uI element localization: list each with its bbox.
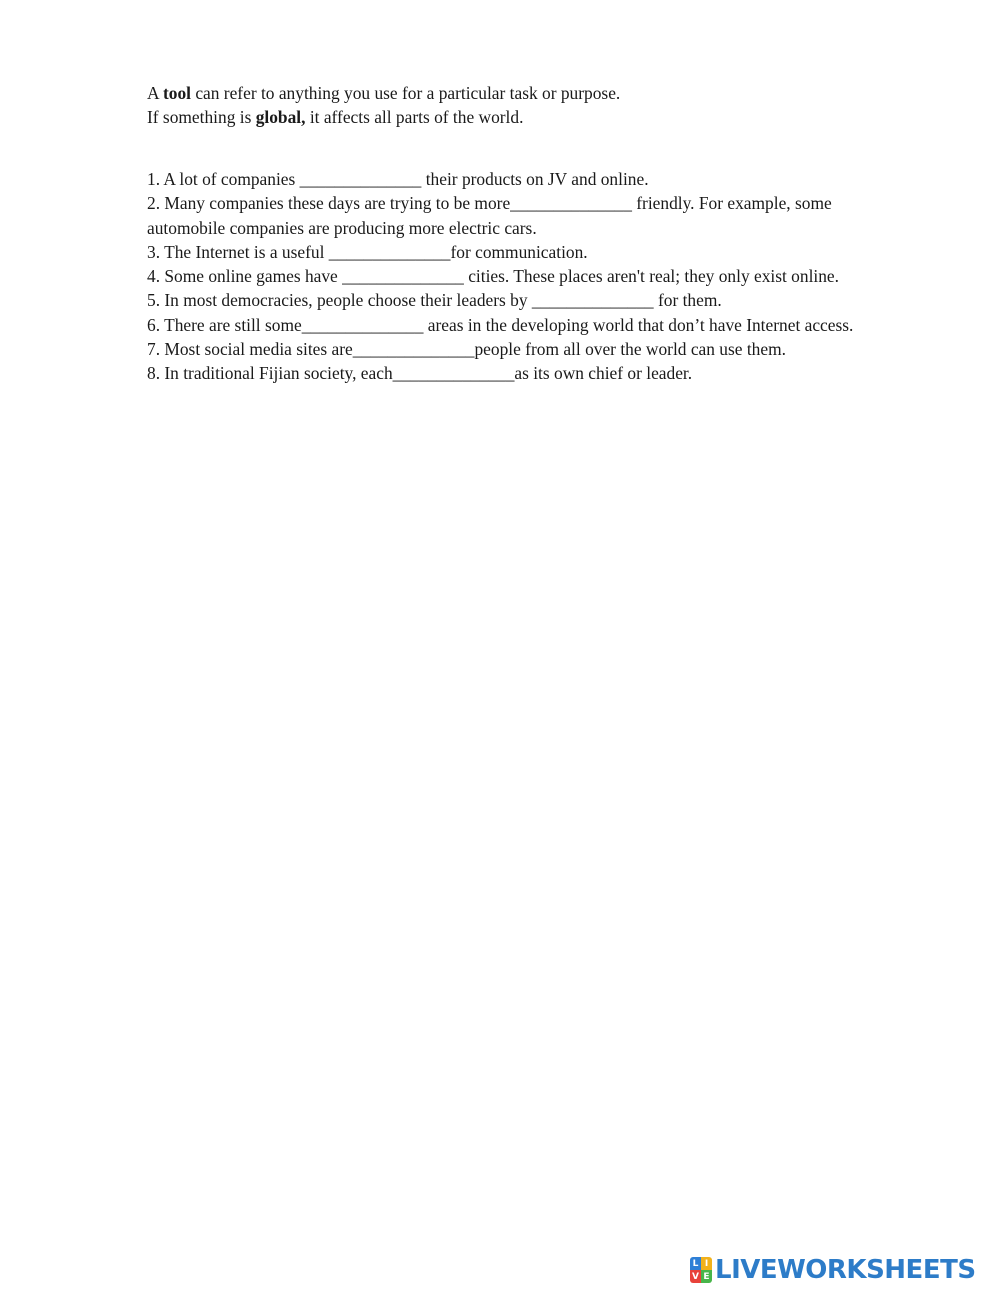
question-text: 7. Most social media sites are <box>147 339 353 360</box>
question-text: 3. The Internet is a useful <box>147 241 329 262</box>
logo-wordmark: LIVEWORKSHEETS <box>715 1255 976 1285</box>
answer-blank[interactable]: ______________ <box>299 169 422 189</box>
question-5 <box>147 288 892 312</box>
question-text: for them. <box>653 290 722 311</box>
question-text: cities. These places aren't real; they only exist online. <box>463 266 839 287</box>
definition-global <box>147 105 892 129</box>
question-3 <box>147 240 892 264</box>
definition-text: can refer to anything you use for a particular task or purpose. <box>190 83 621 103</box>
liveworksheets-logo[interactable] <box>690 1255 976 1285</box>
question-text: 8. In traditional Fijian society, each <box>147 363 393 384</box>
question-8 <box>147 361 892 385</box>
question-text: 4. Some online games have <box>147 266 343 287</box>
question-text: areas in the developing world that don’t have Internet access. <box>423 314 854 335</box>
answer-blank[interactable]: ______________ <box>352 339 475 360</box>
answer-blank[interactable]: ______________ <box>510 193 632 214</box>
logo-mark-letter: V <box>690 1270 701 1283</box>
definition-term: tool <box>162 83 191 103</box>
question-4 <box>147 264 892 288</box>
question-6 <box>147 313 892 337</box>
question-text: friendly. For example, some automobile companies are producing more electric cars. <box>147 193 832 238</box>
answer-blank[interactable]: ______________ <box>531 290 654 311</box>
definition-text: If something is <box>147 107 256 128</box>
question-text: 5. In most democracies, people choose their leaders by <box>147 290 532 311</box>
question-text: people from all over the world can use them. <box>474 339 786 360</box>
question-list <box>147 167 892 386</box>
definition-tool <box>147 81 892 105</box>
question-text: 6. There are still some <box>147 314 302 335</box>
question-text: 1. A lot of companies <box>147 169 300 189</box>
question-text: for communication. <box>450 241 588 262</box>
answer-blank[interactable]: ______________ <box>342 266 464 287</box>
definition-text: A <box>147 83 163 103</box>
question-text: 2. Many companies these days are trying to be more <box>147 193 511 214</box>
definition-text: it affects all parts of the world. <box>305 107 524 128</box>
answer-blank[interactable]: ______________ <box>301 314 424 335</box>
definition-term: global, <box>255 107 306 128</box>
answer-blank[interactable]: ______________ <box>328 241 451 262</box>
answer-blank[interactable]: ______________ <box>392 363 515 384</box>
question-7 <box>147 337 892 361</box>
logo-mark-letter: E <box>701 1270 712 1283</box>
question-text: their products on JV and online. <box>421 169 649 189</box>
logo-mark-letter: I <box>701 1257 712 1270</box>
logo-mark-letter: L <box>690 1257 701 1270</box>
definitions <box>147 81 892 130</box>
liveworksheets-mark-icon <box>690 1257 712 1283</box>
question-text: as its own chief or leader. <box>514 363 693 384</box>
question-2 <box>147 191 892 240</box>
question-1 <box>147 167 892 191</box>
